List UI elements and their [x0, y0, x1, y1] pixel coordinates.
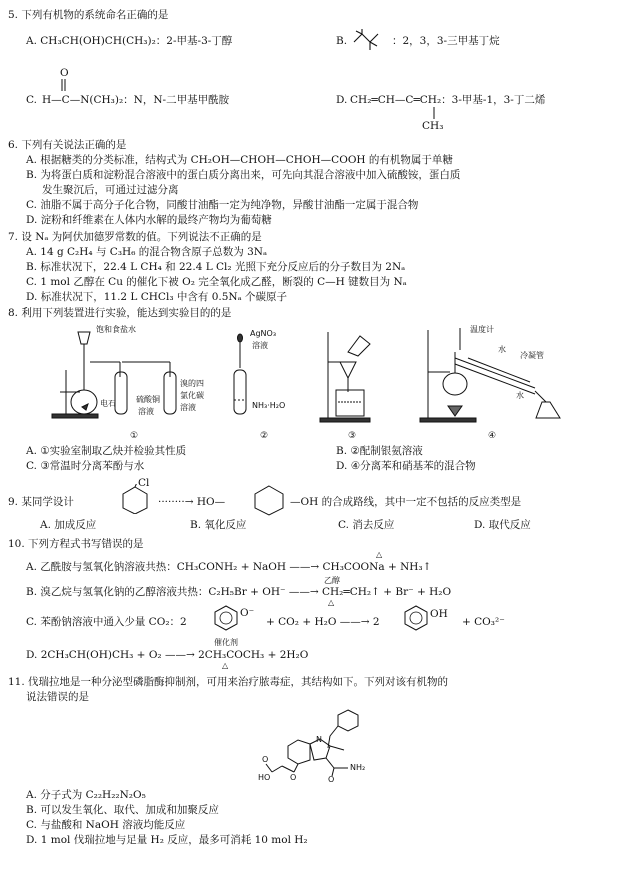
q7-option-c: C. 1 mol 乙醇在 Cu 的催化下被 O₂ 完全氧化成乙醛，断裂的 C—H 键数目为 Nₐ	[26, 276, 407, 288]
fig1-water-label: 饱和食盐水	[96, 325, 136, 334]
q11-struct-ho: HO	[258, 773, 271, 782]
q10-c-phenoxide-ring	[212, 604, 240, 632]
q5-c-double-bond	[59, 78, 69, 92]
q7-option-b: B. 标准状况下，22.4 L CH₄ 和 22.4 L Cl₂ 光照下充分反应后的分子数目为 2Nₐ	[26, 261, 406, 273]
q5-option-a: A. CH₃CH(OH)CH(CH₃)₂：2-甲基-3-丁醇	[26, 35, 233, 47]
q6-option-b-line1: B. 为将蛋白质和淀粉混合溶液中的蛋白质分离出来，可先向其混合溶液中加入硫酸铵，蛋白质	[26, 169, 461, 181]
q9-chlorobenzene-ring	[118, 484, 152, 514]
fig1-br-label1: 溴的四	[180, 379, 204, 388]
fig4-cond-label: 冷凝管	[520, 351, 544, 360]
q5-option-c-letter: C.	[26, 94, 37, 106]
q10-a-condition: △	[376, 550, 383, 559]
q9-stem-a: 9. 某同学设计	[8, 496, 74, 508]
q10-option-c-c: + CO₂ + H₂O ——→ 2	[266, 616, 380, 628]
fig2-ag-label2: 溶液	[252, 341, 268, 350]
q11-option-b: B. 可以发生氧化、取代、加成和加聚反应	[26, 804, 219, 816]
fig1-br-label3: 溶液	[180, 403, 196, 412]
q11-stem-line1: 11. 伐瑞拉地是一种分泌型磷脂酶抑制剂，可用来治疗脓毒症，其结构如下。下列对该有机物的	[8, 676, 449, 688]
q8-option-b: B. ②配制银氨溶液	[336, 445, 423, 457]
q8-option-a: A. ①实验室制取乙炔并检验其性质	[26, 445, 187, 457]
q11-struct-o2: O	[290, 773, 297, 782]
q11-option-c: C. 与盐酸和 NaOH 溶液均能反应	[26, 819, 186, 831]
fig4-thermo-label: 温度计	[470, 325, 494, 334]
q10-option-c-d: OH	[430, 608, 448, 620]
q5-b-skeletal-structure	[350, 28, 392, 54]
q9-cyclohexane-ring	[250, 484, 288, 516]
q10-c-phenol-ring	[402, 604, 430, 632]
q8-option-d: D. ④分离苯和硝基苯的混合物	[336, 460, 476, 472]
q7-option-a: A. 14 g C₂H₄ 与 C₃H₆ 的混合物含原子总数为 3Nₐ	[26, 246, 268, 258]
q11-structure-diagram	[258, 706, 398, 782]
q11-option-d: D. 1 mol 伐瑞拉地与足量 H₂ 反应，最多可消耗 10 mol H₂	[26, 834, 308, 846]
q6-option-c: C. 油脂不属于高分子化合物，同酸甘油酯一定为纯净物，异酸甘油酯一定属于混合物	[26, 199, 419, 211]
q9-arrow-ho: ········→ HO—	[158, 496, 226, 508]
fig3-number: ③	[348, 431, 357, 441]
q7-option-d: D. 标准状况下，11.2 L CHCl₃ 中含有 0.5Nₐ 个碳原子	[26, 291, 287, 303]
q10-d-condition1: 催化剂	[214, 638, 238, 647]
q9-chlorine-label: Cl	[138, 477, 150, 489]
q6-stem: 6. 下列有关说法正确的是	[8, 139, 127, 151]
q5-stem: 5. 下列有机物的系统命名正确的是	[8, 9, 169, 21]
fig2-ag-label1: AgNO₃	[250, 329, 277, 338]
q11-struct-o1: O	[262, 755, 269, 764]
fig1-stone-label: 电石	[100, 399, 116, 408]
fig2-number: ②	[260, 431, 269, 441]
q6-option-b-line2: 发生聚沉后，可通过过滤分离	[42, 184, 179, 196]
q8-stem: 8. 利用下列装置进行实验，能达到实验目的的是	[8, 307, 232, 319]
q11-struct-nh2: NH₂	[350, 763, 366, 772]
q8-option-c: C. ③常温时分离苯酚与水	[26, 460, 145, 472]
q11-struct-n: N	[316, 735, 322, 744]
q8-apparatus-figures	[30, 322, 590, 442]
fig2-nh-label: NH₃·H₂O	[252, 401, 286, 410]
q5-option-b-letter: B.	[336, 35, 348, 47]
fig1-br-label2: 氯化碳	[180, 391, 204, 400]
q10-stem: 10. 下列方程式书写错误的是	[8, 538, 144, 550]
fig1-number: ①	[130, 431, 139, 441]
fig1-cu-label2: 溶液	[138, 407, 154, 416]
q9-option-b: B. 氧化反应	[190, 519, 247, 531]
fig4-water2: 水	[516, 391, 524, 400]
q5-option-b-name: ：2，3，3-三甲基丁烷	[392, 35, 500, 47]
fig4-water1: 水	[498, 345, 506, 354]
q10-option-c-b: O⁻	[240, 607, 255, 619]
q6-option-a: A. 根据糖类的分类标准，结构式为 CH₂OH—CHOH—CHOH—COOH 的有机物属于单糖	[26, 154, 453, 166]
q9-option-a: A. 加成反应	[40, 519, 97, 531]
q11-option-a: A. 分子式为 C₂₂H₂₂N₂O₅	[26, 789, 146, 801]
q5-d-methyl-bond	[430, 106, 438, 120]
q10-b-condition2: △	[328, 598, 335, 607]
q10-option-b: B. 溴乙烷与氢氧化钠的乙醇溶液共热：C₂H₅Br + OH⁻ ——→ CH₂═CH₂↑ + Br⁻ + H₂O	[26, 586, 452, 598]
q9-option-c: C. 消去反应	[338, 519, 395, 531]
q5-c-oxygen: O	[60, 67, 69, 79]
q5-d-methyl: CH₃	[422, 120, 444, 132]
q11-struct-o3: O	[328, 775, 335, 782]
q5-option-c-formula: H—C—N(CH₃)₂：N，N-二甲基甲酰胺	[42, 94, 230, 106]
q10-option-a: A. 乙酰胺与氢氧化钠溶液共热：CH₃CONH₂ + NaOH ——→ CH₃COONa + NH₃↑	[26, 561, 432, 573]
q5-option-d-formula: CH₂═CH—C═CH₂：3-甲基-1，3-丁二烯	[350, 94, 546, 106]
q10-option-c-a: C. 苯酚钠溶液中通入少量 CO₂：2	[26, 616, 187, 628]
q10-option-d: D. 2CH₃CH(OH)CH₃ + O₂ ——→ 2CH₃COCH₃ + 2H₂O	[26, 649, 309, 661]
q9-option-d: D. 取代反应	[474, 519, 531, 531]
q10-option-c-e: + CO₃²⁻	[462, 616, 505, 628]
fig4-number: ④	[488, 431, 497, 441]
q10-b-condition1: 乙醇	[324, 576, 340, 585]
q9-stem-b: —OH 的合成路线，其中一定不包括的反应类型是	[290, 496, 522, 508]
q5-option-d-letter: D.	[336, 94, 348, 106]
q7-stem: 7. 设 Nₐ 为阿伏加德罗常数的值。下列说法不正确的是	[8, 231, 262, 243]
q6-option-d: D. 淀粉和纤维素在人体内水解的最终产物均为葡萄糖	[26, 214, 272, 226]
q10-d-condition2: △	[222, 661, 229, 670]
fig1-cu-label: 硫酸铜	[136, 395, 160, 404]
q11-stem-line2: 说法错误的是	[26, 691, 89, 703]
